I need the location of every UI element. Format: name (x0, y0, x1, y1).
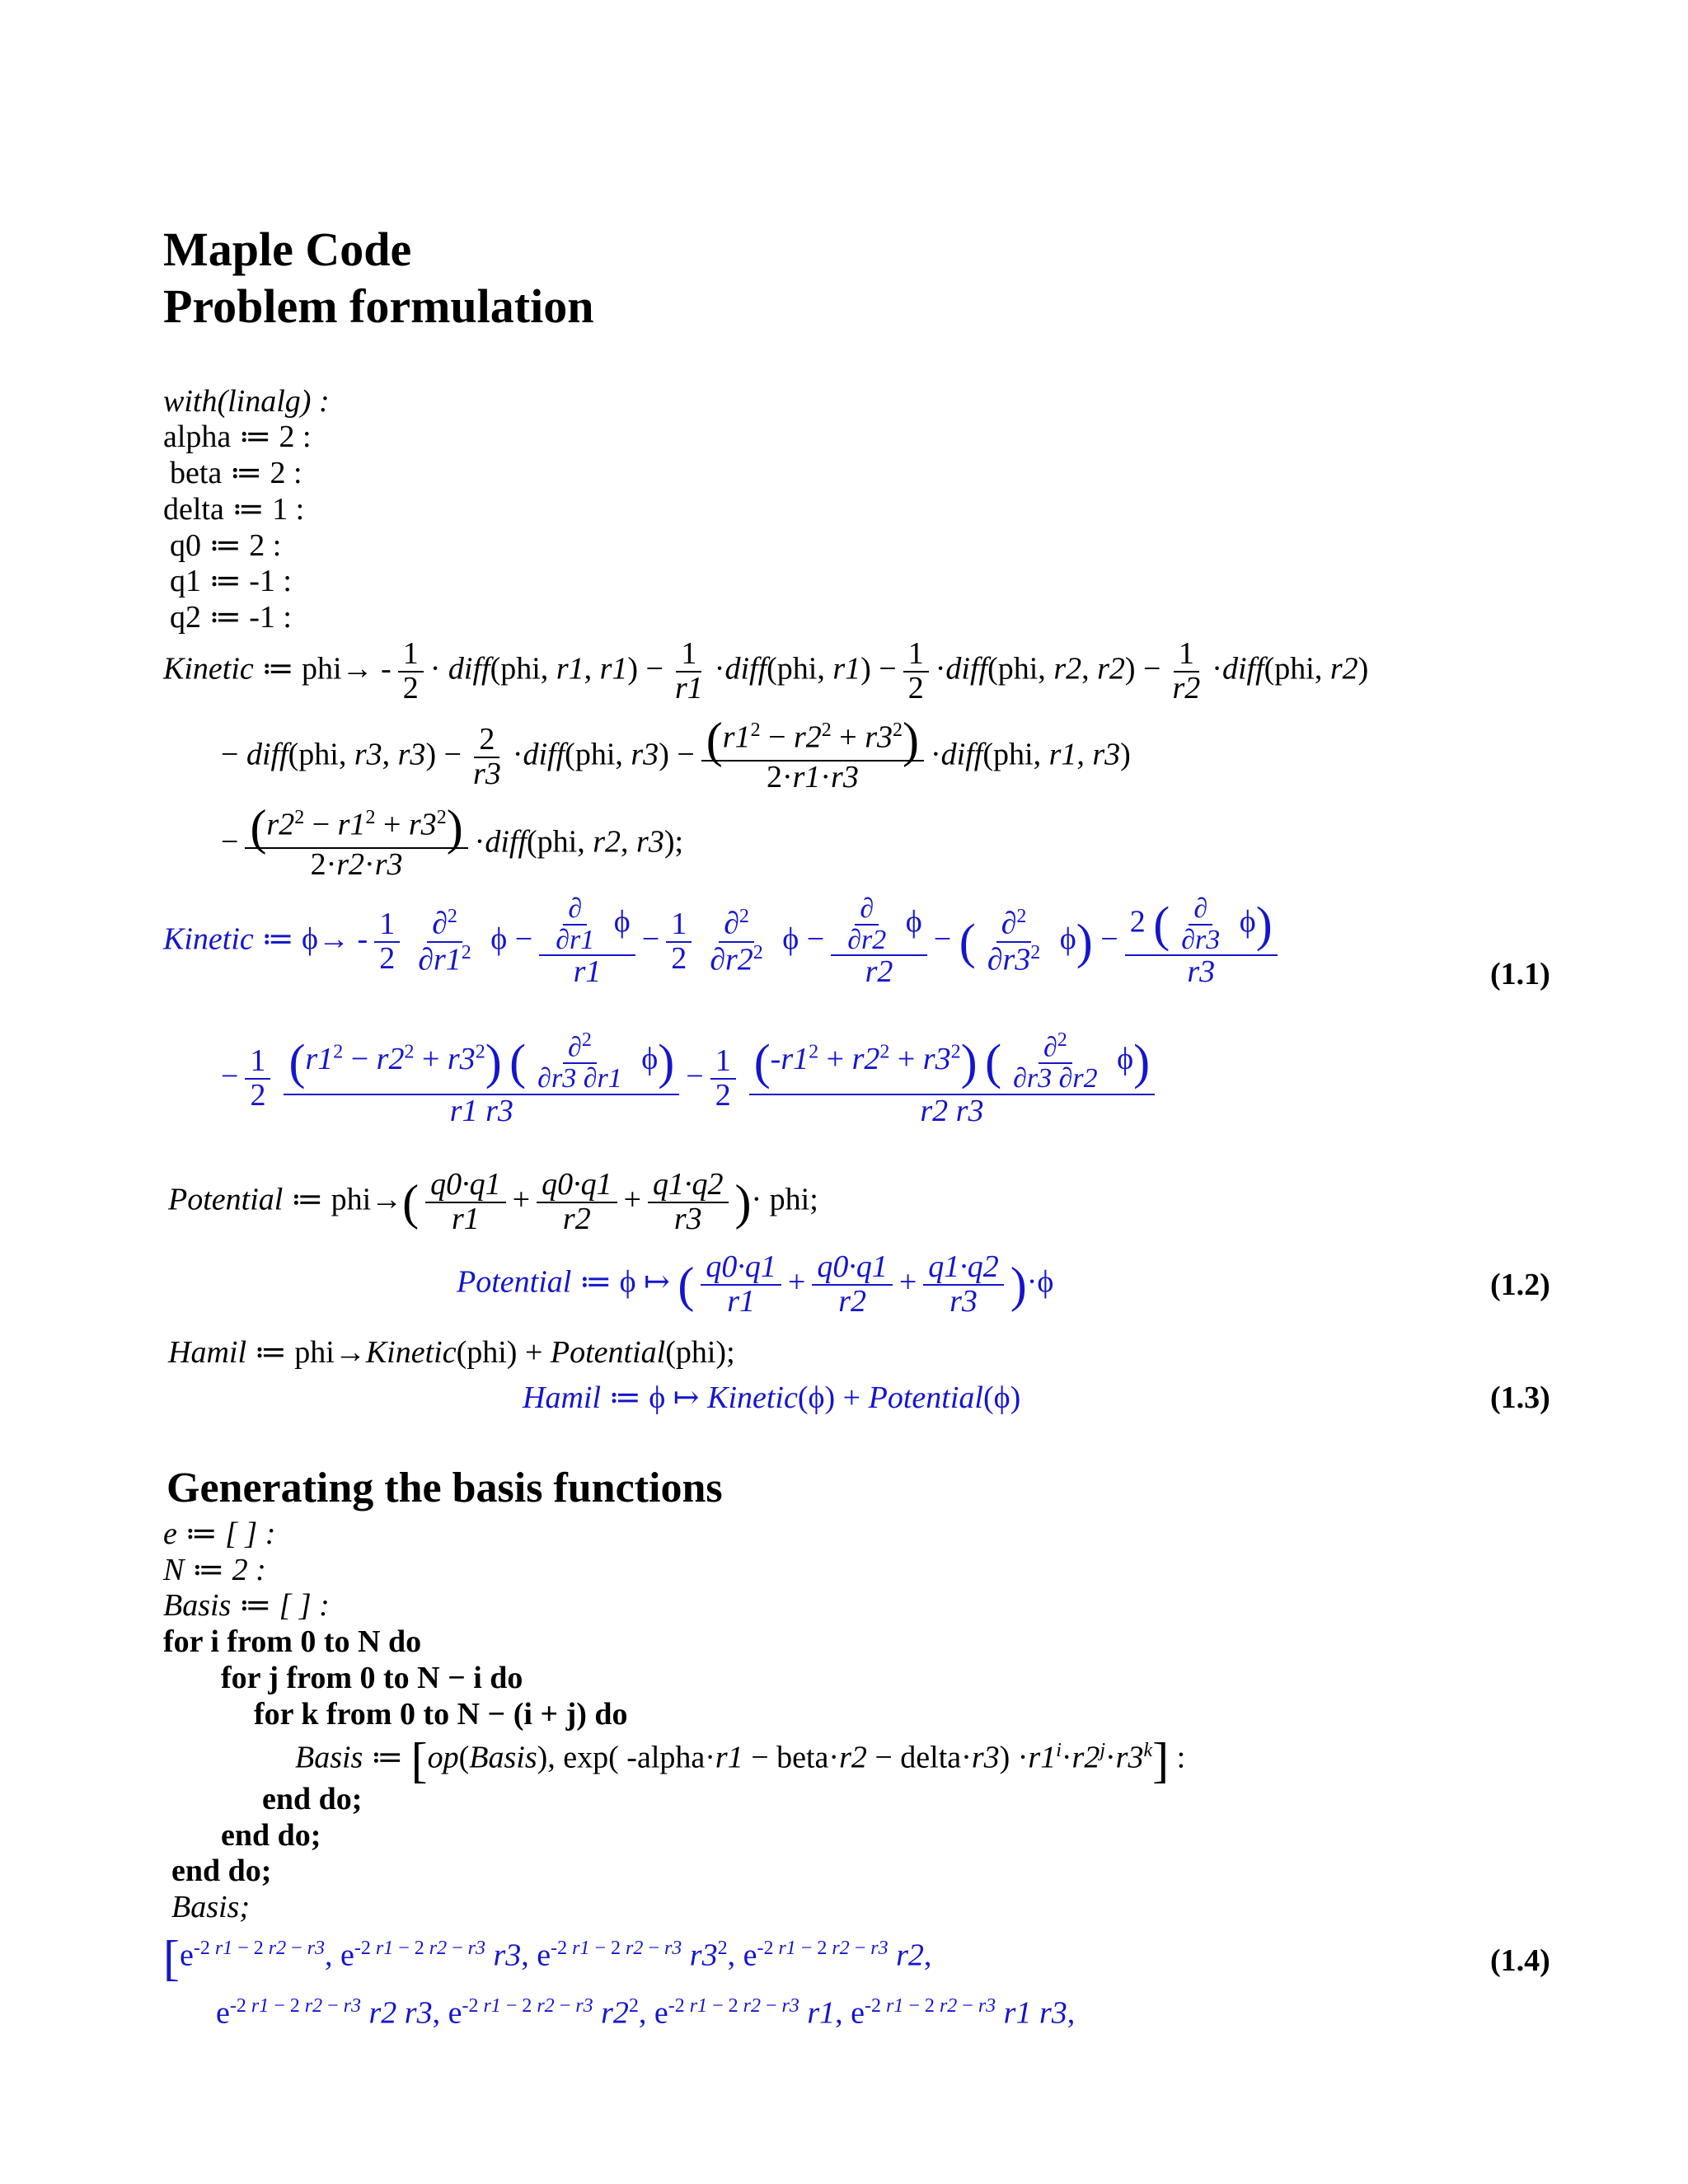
equation-number-1-3: (1.3) (1490, 1380, 1550, 1415)
code-line-end-j[interactable]: end do; (221, 1818, 321, 1853)
kinetic-input-line-3[interactable]: − $\frac{(r2^2 - r1^2 + r3^2)}{2\cdot r2\cdot r3}$ ·diff(phi, r2, r3); (221, 800, 684, 882)
code-line-q0[interactable]: q0 ≔ 2 : (170, 528, 282, 563)
basis-output-line-2: $e^{-2 r1 - 2 r2 - r3}$ r2 r3, $e^{-2 r1 - 2 r2 - r3}$ $r2^2$, $e^{-2 r1 - 2 r2 - r3}$ r1, $e^{-2 r1 - 2 r2 - r3}$ r1 r3, (216, 1995, 1076, 2031)
code-line-end-k[interactable]: end do; (262, 1782, 363, 1816)
hamil-input-line[interactable]: Hamil ≔ phi→Kinetic(phi) + Potential(phi); (168, 1335, 735, 1370)
code-line-alpha[interactable]: alpha ≔ 2 : (163, 419, 312, 454)
code-line-loop-k[interactable]: for k from 0 to N − (i + j) do (254, 1697, 628, 1732)
kinetic-input-line-1[interactable]: Kinetic ≔ phi→ - $\frac{1}{2}$ · diff(phi, r1, r1) − $\frac{1}{r1}$ ·diff(phi, r1) − $\frac{1}{2}$ ·diff(phi, r2, r2) − $\frac{1}{r2}$ ·diff(phi, r2) (163, 636, 1369, 705)
page-title: Maple Code (163, 223, 412, 276)
code-line-with[interactable]: with(linalg) : (163, 384, 330, 419)
code-line-basis-init[interactable]: Basis ≔ [ ] : (163, 1588, 330, 1623)
kinetic-input-line-2[interactable]: − diff(phi, r3, r3) − $\frac{2}{r3}$ ·diff(phi, r3) − $\frac{(r1^2 - r2^2 + r3^2)}{2\cdot r1\cdot r3}$ ·diff(phi, r1, r3) (221, 713, 1131, 794)
code-line-q2[interactable]: q2 ≔ -1 : (170, 600, 292, 635)
code-line-end-i[interactable]: end do; (171, 1854, 272, 1888)
equation-number-1-4: (1.4) (1490, 1943, 1550, 1978)
code-line-loop-j[interactable]: for j from 0 to N − i do (221, 1661, 523, 1695)
code-line-basis-append[interactable]: Basis ≔ [op(Basis), exp( -alpha·r1 − beta·r2 − delta·r3) $\cdot r1^i\cdot r2^j\cdot r3^k$] : (295, 1733, 1186, 1788)
code-line-delta[interactable]: delta ≔ 1 : (163, 492, 305, 527)
section-title-basis-functions: Generating the basis functions (166, 1465, 723, 1511)
basis-output-line-1: [$e^{-2 r1 - 2 r2 - r3}$, $e^{-2 r1 - 2 r2 - r3}$ r3, $e^{-2 r1 - 2 r2 - r3}$ $r3^2$, $e^{-2 r1 - 2 r2 - r3}$ r2, (163, 1931, 932, 1985)
code-line-N[interactable]: N ≔ 2 : (163, 1553, 266, 1587)
code-line-loop-i[interactable]: for i from 0 to N do (163, 1624, 422, 1659)
potential-input-line[interactable]: Potential ≔ phi→( $\frac{q0\cdot q1}{r1}$ + $\frac{q0\cdot q1}{r2}$ + $\frac{q1\cdot q2}{r3}$ )· phi; (168, 1167, 818, 1236)
kinetic-output-line-2: − $\frac{1}{2}$ $(r1^2 - r2^2 + r3^2)$ ( $\frac{\partial^2}{\partial r3 \partial r1}$ ϕ) r1 r3 − $\frac{1}{2}$ $(-r1^2 + r2^2 + r3^2)$ ( $\frac{\partial^2}{\partial r3 \partial r2}$ ϕ) r2 r3 (221, 1030, 1161, 1128)
code-line-e[interactable]: e ≔ [ ] : (163, 1516, 276, 1551)
potential-output-line: Potential ≔ ϕ ↦ ( $\frac{q0\cdot q1}{r1}$ + $\frac{q0\cdot q1}{r2}$ + $\frac{q1\cdot q2}{r3}$ )·ϕ (457, 1249, 1054, 1319)
code-line-beta[interactable]: beta ≔ 2 : (170, 456, 302, 490)
section-title-problem-formulation: Problem formulation (163, 279, 594, 333)
hamil-output-line: Hamil ≔ ϕ ↦ Kinetic(ϕ) + Potential(ϕ) (523, 1380, 1021, 1415)
code-line-q1[interactable]: q1 ≔ -1 : (170, 564, 292, 598)
kinetic-output-line-1: Kinetic ≔ ϕ→ - $\frac{1}{2}$ $\frac{\partial^2}{\partial r1^2}$ ϕ − $\frac{\partial}{\partial r1}$ ϕ r1 − $\frac{1}{2}$ $\frac{\partial^2}{\partial r2^2}$ ϕ − $\frac{\partial}{\partial r2}$ ϕ r2 − ( $\frac{\partial^2}{\partial r3^2}$ ϕ) − 2 ( $\frac{\partial}{\partial r3}$ ϕ) r3 (163, 894, 1284, 989)
code-line-basis-call[interactable]: Basis; (171, 1890, 250, 1924)
equation-number-1-1: (1.1) (1490, 957, 1550, 991)
equation-number-1-2: (1.2) (1490, 1268, 1550, 1302)
